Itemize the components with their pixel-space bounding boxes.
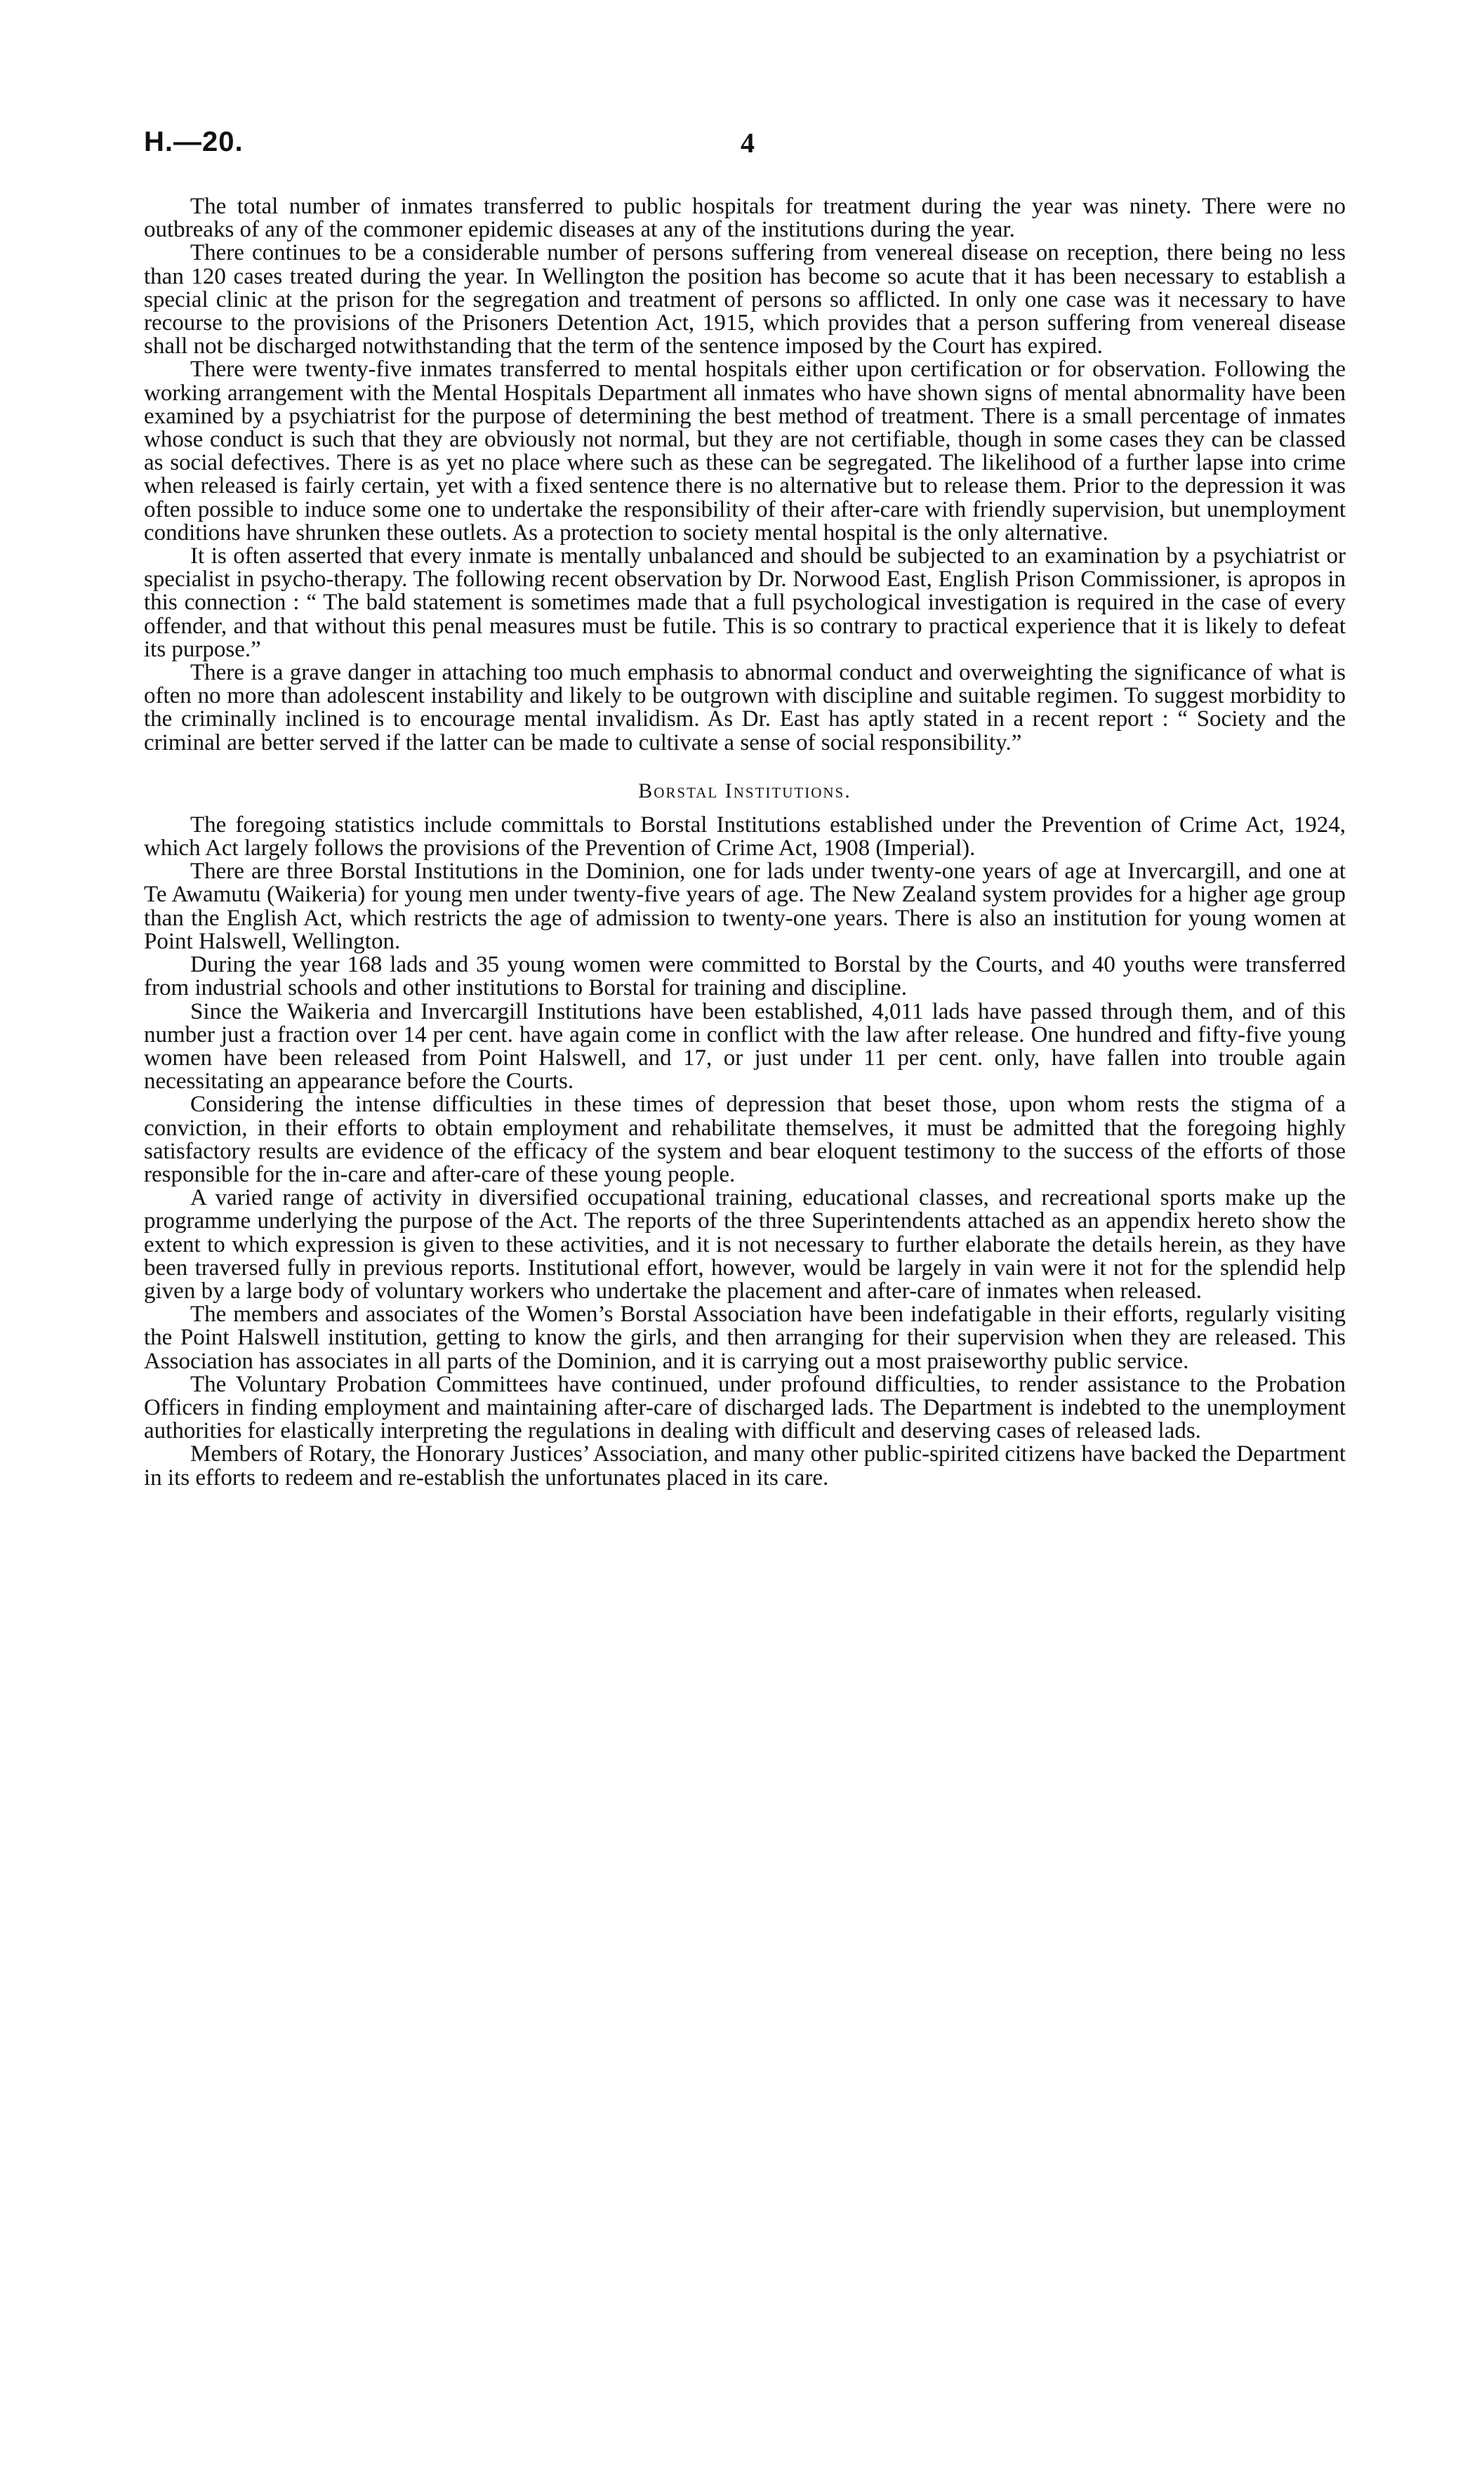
body-text: [144, 195, 1346, 1490]
paragraph-abnormal-conduct: There is a grave danger in attaching too much emphasis to abnormal conduct and overweighting the significance of what is often no more than adolescent instability and likely to be outgrown with discipline and suitable regimen. To suggest morbidity to the criminally inclined is to encourage mental invalidism. As Dr. East has aptly stated in a recent report : “ Society and the criminal are better served if the latter can be made to cultivate a sense of social responsibility.”: [144, 660, 1346, 755]
paragraph-depression-difficulties: Considering the intense difficulties in these times of depression that beset those, upon whom rests the stigma of a conviction, in their efforts to obtain employment and rehabilitate themselves, it must be admitted that the foregoing highly satisfactory results are evidence of the efficacy of the system and bear eloquent testimony to the success of the efforts of those responsible for the in-care and after-care of these young people.: [144, 1092, 1346, 1187]
paragraph-borstal-statistics: The foregoing statistics include committals to Borstal Institutions established under the Prevention of Crime Act, 1924, which Act largely follows the provisions of the Prevention of Crime Act, 1908 (Imperial).: [144, 812, 1346, 861]
paragraph-probation-committees: The Voluntary Probation Committees have continued, under profound difficulties, to render assistance to the Probation Officers in finding employment and maintaining after-care of discharged lads. The Department is indebted to the unemployment authorities for elastically interpreting the regulations in dealing with difficult and deserving cases of released lads.: [144, 1371, 1346, 1444]
paragraph-mental-hospitals: There were twenty-five inmates transferred to mental hospitals either upon certification or for observation. Following the working arrangement with the Mental Hospitals Department all inmates who have shown signs of mental abnormality have been examined by a psychiatrist for the purpose of determining the best method of treatment. There is a small percentage of inmates whose conduct is such that they are obviously not normal, but they are not certifiable, though in some cases they can be classed as social defectives. There is as yet no place where such as these can be segregated. The likelihood of a further lapse into crime when released is fairly certain, yet with a fixed sentence there is no alternative but to release them. Prior to the depression it was often possible to induce some one to undertake the responsibility of their after-care with friendly supervision, but unemployment conditions have shrunken these outlets. As a protection to society mental hospital is the only alternative.: [144, 357, 1346, 546]
paragraph-psychiatric-examination: It is often asserted that every inmate is mentally unbalanced and should be subjected to an examination by a psychiatrist or specialist in psycho-therapy. The following recent observation by Dr. Norwood East, English Prison Commissioner, is apropos in this connection : “ The bald statement is sometimes made that a full psychological investigation is required in the case of every offender, and that without this penal measures must be futile. This is so contrary to practical experience that it is likely to defeat its purpose.”: [144, 543, 1346, 662]
paragraph-womens-association: The members and associates of the Women’s Borstal Association have been indefatigable in their efforts, regularly visiting the Point Halswell institution, getting to know the girls, and then arranging for their supervision when they are released. This Association has associates in all parts of the Dominion, and it is carrying out a most praiseworthy public service.: [144, 1302, 1346, 1374]
paragraph-venereal-disease: There continues to be a considerable number of persons suffering from venereal disease on reception, there being no less than 120 cases treated during the year. In Wellington the position has become so acute that it has been necessary to establish a special clinic at the prison for the segregation and treatment of persons so afflicted. In only one case was it necessary to have recourse to the provisions of the Prisoners Detention Act, 1915, which provides that a person suffering from venereal disease shall not be discharged notwithstanding that the term of the sentence imposed by the Court has expired.: [144, 240, 1346, 359]
paragraph-committals: During the year 168 lads and 35 young women were committed to Borstal by the Courts, and 40 youths were transferred from industrial schools and other institutions to Borstal for training and discipline.: [144, 952, 1346, 1001]
page-header: [0, 126, 1484, 168]
paragraph-rotary-justices: Members of Rotary, the Honorary Justices’ Association, and many other public-spirited citizens have backed the Department in its efforts to redeem and re-establish the unfortunates placed in its care.: [144, 1441, 1346, 1490]
paragraph-release-outcomes: Since the Waikeria and Invercargill Institutions have been established, 4,011 lads have passed through them, and of this number just a fraction over 14 per cent. have again come in conflict with the law after release. One hundred and fifty-five young women have been released from Point Halswell, and 17, or just under 11 per cent. only, have fallen into trouble again necessitating an appearance before the Courts.: [144, 998, 1346, 1095]
paragraph-borstal-institutions: There are three Borstal Institutions in the Dominion, one for lads under twenty-one years of age at Invercargill, and one at Te Awamutu (Waikeria) for young men under twenty-five years of age. The New Zealand system provides for a higher age group than the English Act, which restricts the age of admission to twenty-one years. There is also an institution for young women at Point Halswell, Wellington.: [144, 859, 1346, 954]
section-heading-borstal: Borstal Institutions.: [638, 779, 852, 802]
paragraph-hospital-transfers: The total number of inmates transferred to public hospitals for treatment during the year was ninety. There were no outbreaks of any of the commoner epidemic diseases at any of the institutions during the year.: [144, 194, 1346, 243]
page-number: 4: [741, 127, 755, 159]
paragraph-training-activities: A varied range of activity in diversified occupational training, educational classes, and recreational sports make up the programme underlying the purpose of the Act. The reports of the three Superintendents attached as an appendix hereto show the extent to which expression is given to these activities, and it is not necessary to further elaborate the details herein, as they have been traversed fully in previous reports. Institutional effort, however, would be largely in vain were it not for the splendid help given by a large body of voluntary workers who undertake the placement and after-care of inmates when released.: [144, 1185, 1346, 1304]
document-reference: H.—20.: [144, 126, 244, 157]
